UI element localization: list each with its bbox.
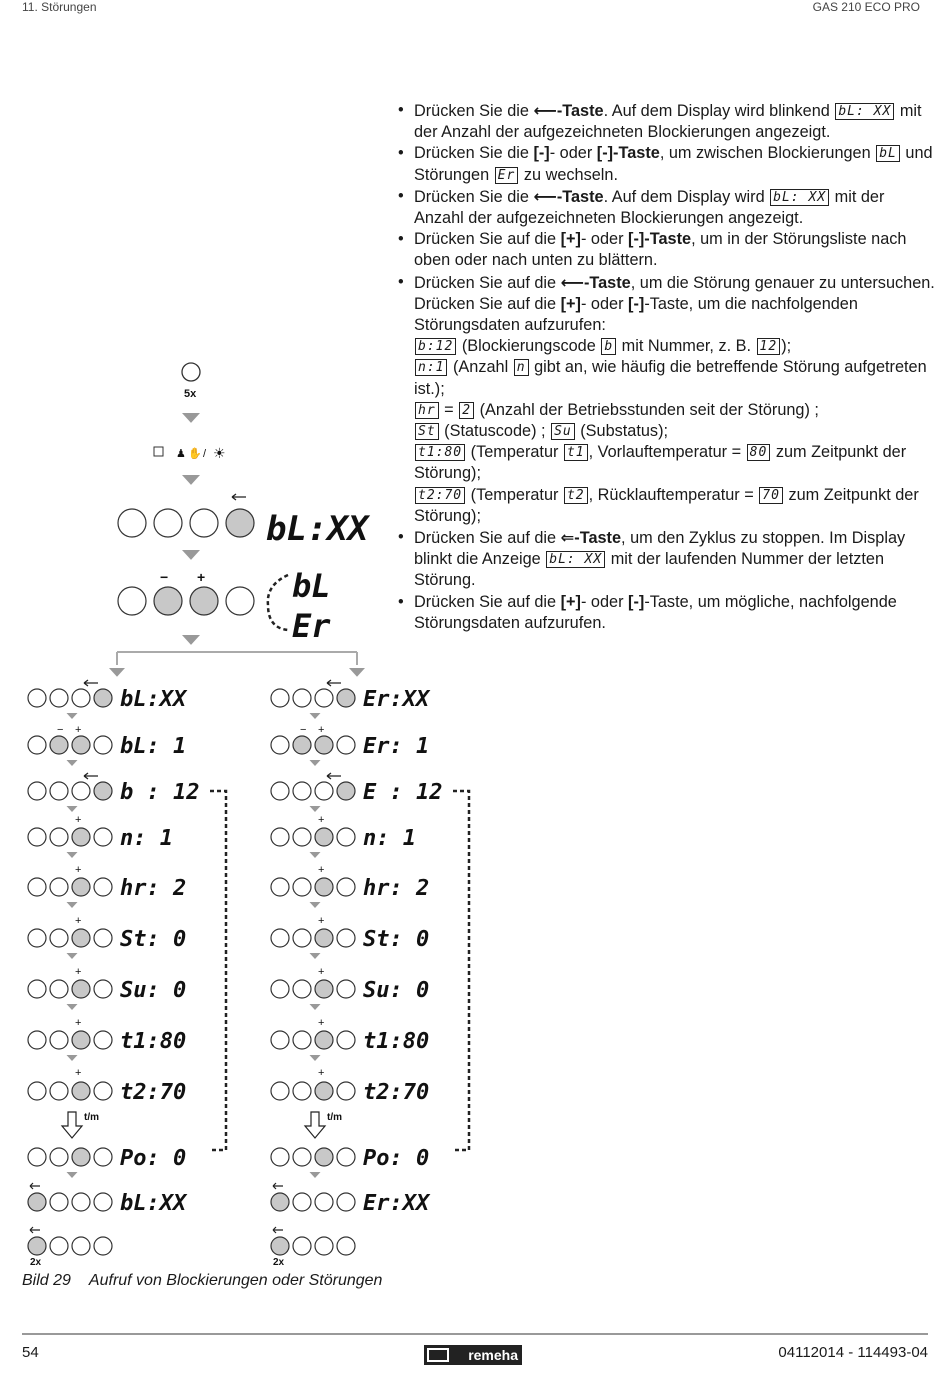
display-readout: t2:70 (363, 1080, 430, 1105)
button-circle (293, 1031, 311, 1049)
branch-connector (117, 652, 357, 665)
button-circle (271, 980, 289, 998)
plus-label: + (318, 724, 325, 736)
display-readout: hr: 2 (363, 876, 430, 901)
down-arrow-icon (67, 953, 78, 959)
display-readout: Su: 0 (363, 978, 430, 1003)
press-count-label: 2x (30, 1257, 42, 1268)
button-circle (50, 980, 68, 998)
button-circle (271, 689, 289, 707)
button-circle (315, 878, 333, 896)
minus-label: − (300, 724, 307, 736)
enter-arrow-icon (327, 680, 341, 686)
button-circle (50, 1148, 68, 1166)
display-readout: Er (292, 607, 331, 645)
blink-icon: ☀ (213, 445, 226, 461)
button-circle (337, 736, 355, 754)
button-circle (315, 929, 333, 947)
down-arrow-icon (310, 1055, 321, 1061)
escape-arrow-icon (30, 1183, 40, 1189)
button-circle (94, 736, 112, 754)
button-circle (28, 1193, 46, 1211)
button-circle (337, 1237, 355, 1255)
button-circle (50, 1082, 68, 1100)
display-readout: bL (292, 567, 331, 605)
display-code: bL: XX (546, 551, 605, 568)
button-circle (50, 878, 68, 896)
down-arrow-icon (182, 475, 200, 485)
display-readout: bL:XX (120, 1191, 187, 1216)
display-readout: bL: 1 (120, 734, 187, 759)
display-readout: n: 1 (120, 826, 173, 851)
button-circle (337, 689, 355, 707)
bullet-3: • Drücken Sie die ⟵-Taste. Auf dem Display wird bL: XX mit der Anzahl der aufgezeichneten Blockierungen angezeigt. (396, 186, 936, 229)
down-arrow-icon (67, 1004, 78, 1010)
code-line: St (Statuscode) ; Su (Substatus); (414, 421, 936, 442)
button-circle (315, 1082, 333, 1100)
button-circle (293, 878, 311, 896)
code-line: b:12 (Blockierungscode b mit Nummer, z. B. 12 ); (414, 336, 936, 357)
plus-label: + (318, 915, 325, 927)
display-readout: Su: 0 (120, 978, 187, 1003)
button-circle (28, 980, 46, 998)
button-circle (94, 1237, 112, 1255)
display-readout: Er:XX (363, 687, 430, 712)
button-circle (50, 689, 68, 707)
header-section: 11. Störungen (22, 0, 97, 14)
display-readout: Er: 1 (363, 734, 430, 759)
button-circle (50, 1193, 68, 1211)
toggle-dashed-arrow (268, 575, 288, 630)
bullet-6: • Drücken Sie auf die ⇐-Taste, um den Zyklus zu stoppen. Im Display blinkt die Anzeige bL: XX mit der laufenden Nummer der letzten Störung. (396, 527, 936, 592)
button-circle (293, 1082, 311, 1100)
info-icon (154, 447, 163, 456)
display-readout: St: 0 (363, 927, 430, 952)
down-arrow-icon (67, 760, 78, 766)
plus-label: + (75, 915, 82, 927)
page-number: 54 (22, 1344, 39, 1361)
code-line: n:1 (Anzahl n gibt an, wie häufig die betreffende Störung aufgetreten ist.); (414, 358, 927, 398)
button-circle (94, 1031, 112, 1049)
hand-icon: ✋ (188, 448, 202, 460)
down-arrow-icon (182, 635, 200, 645)
button-circle (315, 1031, 333, 1049)
button-circle (154, 587, 182, 615)
person-icon: ♟ (176, 448, 186, 460)
button-circle (293, 1237, 311, 1255)
button-circle (293, 929, 311, 947)
escape-arrow-icon (273, 1183, 283, 1189)
button-circle (118, 587, 146, 615)
down-arrow-icon (310, 760, 321, 766)
button-circle (271, 878, 289, 896)
plus-label: + (75, 724, 82, 736)
reset-key-icon (182, 363, 200, 381)
button-circle (271, 736, 289, 754)
button-circle (190, 587, 218, 615)
bullet-5: • Drücken Sie auf die ⟵-Taste, um die Störung genauer zu untersuchen. Drücken Sie auf die [+]- oder [-]-Taste, um die nachfolgenden Störungsdaten aufzurufen: (396, 272, 936, 337)
enter-arrow-icon (327, 773, 341, 779)
brand-logo: remeha (424, 1345, 522, 1365)
button-circle (315, 828, 333, 846)
display-code: bL: XX (835, 103, 894, 120)
button-circle (118, 509, 146, 537)
tm-label: t/m (84, 1112, 99, 1123)
down-arrow-icon (67, 806, 78, 812)
enter-arrow-icon (84, 680, 98, 686)
button-circle (72, 689, 90, 707)
down-arrow-icon (310, 1172, 321, 1178)
button-circle (271, 782, 289, 800)
down-arrow-icon (310, 902, 321, 908)
fast-forward-arrow-icon (62, 1112, 82, 1138)
button-circle (337, 980, 355, 998)
down-arrow-icon (67, 1055, 78, 1061)
button-circle (72, 929, 90, 947)
display-readout: t1:80 (120, 1029, 187, 1054)
button-circle (337, 1148, 355, 1166)
escape-arrow-icon (273, 1227, 283, 1233)
button-circle (337, 782, 355, 800)
display-readout: hr: 2 (120, 876, 187, 901)
display-readout: t1:80 (363, 1029, 430, 1054)
button-circle (28, 878, 46, 896)
down-arrow-icon (310, 852, 321, 858)
button-circle (271, 1082, 289, 1100)
button-circle (337, 828, 355, 846)
button-circle (337, 878, 355, 896)
down-arrow-icon (182, 413, 200, 423)
code-line: hr = 2 (Anzahl der Betriebsstunden seit der Störung) ; (414, 400, 936, 421)
button-circle (72, 1193, 90, 1211)
button-circle (315, 689, 333, 707)
plus-label: + (318, 966, 325, 978)
plus-label: + (318, 1017, 325, 1029)
display-readout: n: 1 (363, 826, 416, 851)
down-arrow-icon (349, 668, 365, 677)
plus-label: + (75, 1017, 82, 1029)
escape-arrow-icon (30, 1227, 40, 1233)
button-circle (293, 782, 311, 800)
button-circle (28, 736, 46, 754)
button-circle (50, 782, 68, 800)
display-readout: Po: 0 (363, 1146, 430, 1171)
button-circle (271, 828, 289, 846)
bullet-2: • Drücken Sie die [-]- oder [-]-Taste, um zwischen Blockierungen bL und Störungen Er zu wechseln. (396, 143, 936, 185)
down-arrow-icon (67, 713, 78, 719)
plus-label: + (75, 864, 82, 876)
button-circle (28, 1237, 46, 1255)
button-circle (94, 980, 112, 998)
button-circle (94, 1082, 112, 1100)
button-circle (72, 980, 90, 998)
button-circle (50, 1237, 68, 1255)
button-circle (28, 1082, 46, 1100)
enter-arrow-icon (232, 494, 246, 500)
button-circle (271, 1148, 289, 1166)
bullet-1: • Drücken Sie die ⟵-Taste. Auf dem Display wird blinkend bL: XX mit der Anzahl der aufgezeichneten Blockierungen angezeigt. (396, 100, 936, 143)
button-circle (50, 828, 68, 846)
figure-caption: Bild 29 Aufruf von Blockierungen oder Störungen (22, 1272, 383, 1289)
button-circle (72, 782, 90, 800)
plus-label: + (318, 1067, 325, 1079)
enter-arrow-icon (84, 773, 98, 779)
code-line: t1:80 (Temperatur t1 , Vorlauftemperatur = 80 zum Zeitpunkt der Störung); (414, 443, 907, 483)
button-circle (226, 587, 254, 615)
plus-label: + (318, 864, 325, 876)
minus-label: − (160, 569, 169, 585)
button-circle (94, 878, 112, 896)
button-circle (72, 828, 90, 846)
down-arrow-icon (67, 902, 78, 908)
header-product: GAS 210 ECO PRO (812, 0, 920, 14)
loop-dashed-arrow (453, 791, 469, 1150)
bullet-4: • Drücken Sie auf die [+]- oder [-]-Taste, um in der Störungsliste nach oben oder nach unten zu blättern. (396, 229, 936, 271)
down-arrow-icon (310, 953, 321, 959)
button-circle (315, 1237, 333, 1255)
code-line: t2:70 (Temperatur t2 , Rücklauftemperatur = 70 zum Zeitpunkt der Störung); (414, 485, 919, 525)
display-readout: Po: 0 (120, 1146, 187, 1171)
button-circle (337, 1031, 355, 1049)
button-circle (72, 1082, 90, 1100)
button-circle (190, 509, 218, 537)
fast-forward-arrow-icon (305, 1112, 325, 1138)
down-arrow-icon (310, 713, 321, 719)
display-code: bL (876, 145, 900, 162)
button-circle (94, 689, 112, 707)
button-circle (293, 689, 311, 707)
display-readout: b : 12 (120, 780, 200, 805)
button-circle (337, 929, 355, 947)
tm-label: t/m (327, 1112, 342, 1123)
button-circle (28, 1031, 46, 1049)
button-circle (293, 980, 311, 998)
display-readout: bL:XX (266, 509, 369, 549)
plus-label: + (197, 569, 206, 585)
button-circle (315, 1193, 333, 1211)
down-arrow-icon (310, 806, 321, 812)
minus-label: − (57, 724, 64, 736)
button-circle (28, 689, 46, 707)
slash-icon: / (203, 448, 207, 460)
button-circle (50, 1031, 68, 1049)
button-circle (72, 878, 90, 896)
button-circle (72, 1148, 90, 1166)
button-circle (271, 1031, 289, 1049)
button-circle (28, 828, 46, 846)
button-circle (50, 929, 68, 947)
button-circle (315, 782, 333, 800)
display-code: bL: XX (770, 189, 829, 206)
button-circle (315, 736, 333, 754)
down-arrow-icon (67, 1172, 78, 1178)
button-circle (271, 1193, 289, 1211)
press-count-label: 2x (273, 1257, 285, 1268)
display-readout: bL:XX (120, 687, 187, 712)
loop-dashed-arrow (210, 791, 226, 1150)
button-circle (28, 782, 46, 800)
button-circle (315, 1148, 333, 1166)
button-circle (94, 828, 112, 846)
button-circle (337, 1082, 355, 1100)
button-circle (94, 1193, 112, 1211)
display-code: Er (495, 167, 519, 184)
plus-label: + (75, 1067, 82, 1079)
bullet-7: • Drücken Sie auf die [+]- oder [-]-Taste, um mögliche, nachfolgende Störungsdaten aufzurufen. (396, 592, 936, 634)
down-arrow-icon (182, 550, 200, 560)
down-arrow-icon (109, 668, 125, 677)
button-circle (315, 980, 333, 998)
button-circle (293, 1193, 311, 1211)
display-readout: St: 0 (120, 927, 187, 952)
button-circle (337, 1193, 355, 1211)
button-circle (72, 736, 90, 754)
button-circle (50, 736, 68, 754)
press-count-label: 5x (184, 388, 197, 400)
plus-label: + (75, 966, 82, 978)
display-readout: E : 12 (363, 780, 443, 805)
document-number: 04112014 - 114493-04 (778, 1344, 928, 1361)
down-arrow-icon (310, 1004, 321, 1010)
button-circle (94, 1148, 112, 1166)
button-circle (293, 1148, 311, 1166)
display-readout: Er:XX (363, 1191, 430, 1216)
display-readout: t2:70 (120, 1080, 187, 1105)
button-circle (28, 929, 46, 947)
button-circle (271, 929, 289, 947)
button-circle (94, 782, 112, 800)
button-circle (94, 929, 112, 947)
button-circle (72, 1031, 90, 1049)
button-circle (226, 509, 254, 537)
plus-label: + (318, 814, 325, 826)
footer-divider (22, 1333, 928, 1335)
button-circle (28, 1148, 46, 1166)
down-arrow-icon (67, 852, 78, 858)
plus-label: + (75, 814, 82, 826)
button-circle (293, 736, 311, 754)
button-circle (271, 1237, 289, 1255)
button-circle (293, 828, 311, 846)
button-circle (72, 1237, 90, 1255)
button-circle (154, 509, 182, 537)
